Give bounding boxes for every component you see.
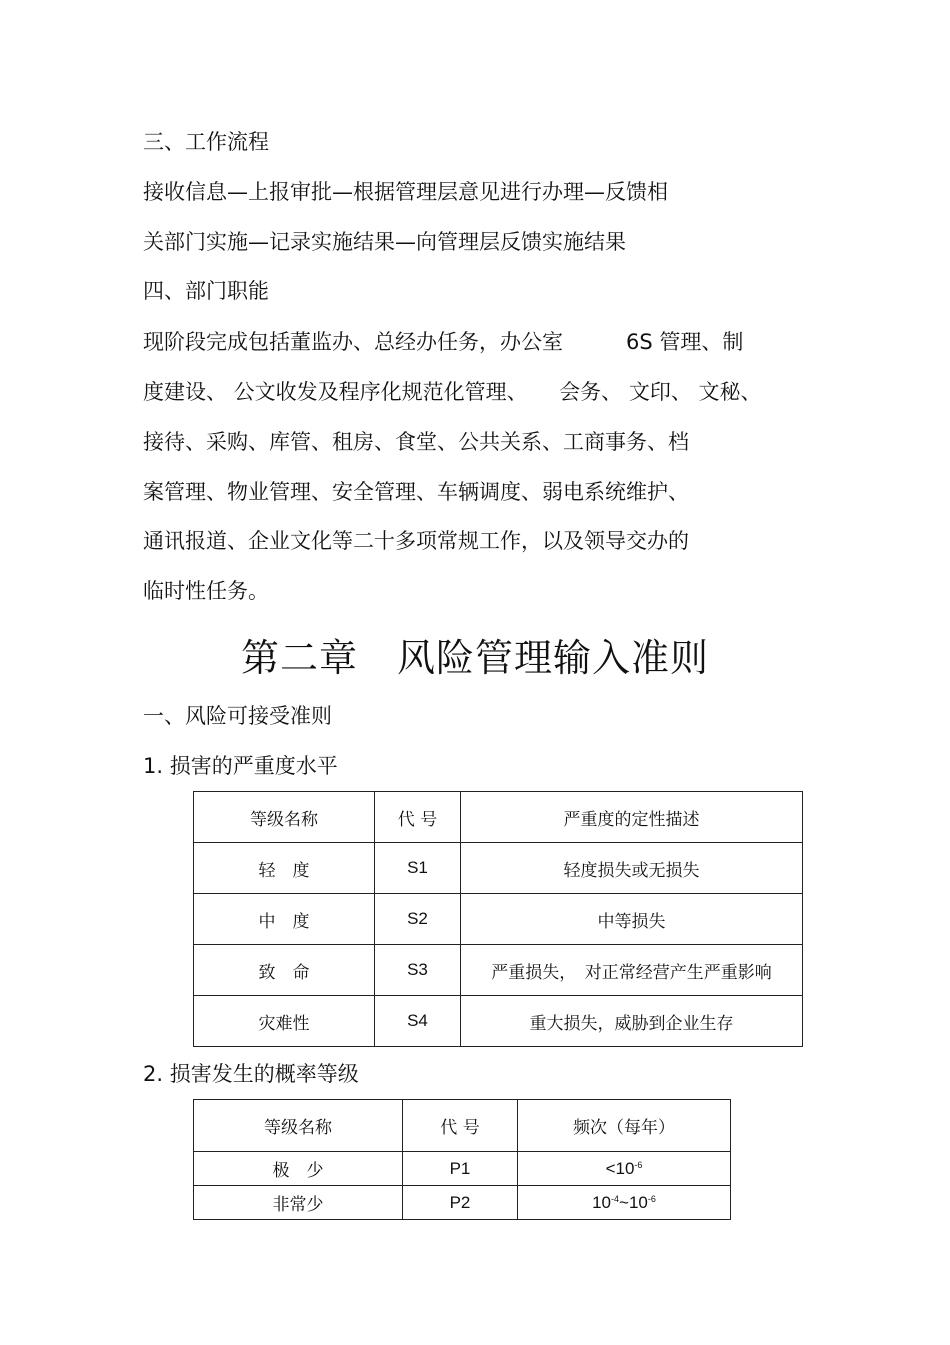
probability-heading: 2. 损害发生的概率等级 bbox=[143, 1062, 359, 1086]
section4-text-line: 案管理、物业管理、安全管理、车辆调度、弱电系统维护、 bbox=[143, 480, 689, 504]
table-header-cell: 频次（每年） bbox=[518, 1100, 731, 1152]
table-cell: 灾难性 bbox=[194, 996, 375, 1047]
table-row bbox=[194, 996, 803, 1047]
probability-table bbox=[193, 1099, 731, 1220]
section4-text-line: 临时性任务。 bbox=[143, 579, 269, 603]
table-cell: 严重损失， 对正常经营产生严重影响 bbox=[461, 945, 803, 996]
table-cell: S2 bbox=[375, 894, 461, 945]
table-cell: S1 bbox=[375, 843, 461, 894]
section4-text-line: 接待、采购、库管、租房、食堂、公共关系、工商事务、档 bbox=[143, 430, 689, 454]
table-row bbox=[194, 945, 803, 996]
frequency-exponent: -4 bbox=[611, 1193, 620, 1204]
frequency-base: 10 bbox=[592, 1192, 612, 1212]
frequency-exponent: -6 bbox=[634, 1159, 643, 1170]
section3-text-line1: 接收信息—上报审批—根据管理层意见进行办理—反馈相 bbox=[143, 180, 668, 204]
table-header-cell: 代 号 bbox=[375, 792, 461, 843]
table-cell: 重大损失，威胁到企业生存 bbox=[461, 996, 803, 1047]
frequency-exponent: -6 bbox=[647, 1193, 656, 1204]
table-row bbox=[194, 843, 803, 894]
section4-text-line: 度建设、 公文收发及程序化规范化管理、 会务、 文印、 文秘、 bbox=[143, 380, 762, 404]
section3-heading: 三、工作流程 bbox=[143, 130, 269, 154]
frequency-base: <10 bbox=[605, 1158, 635, 1178]
table-row bbox=[194, 1186, 731, 1220]
table-header-cell: 严重度的定性描述 bbox=[461, 792, 803, 843]
table-cell: 中等损失 bbox=[461, 894, 803, 945]
table-cell: 轻度损失或无损失 bbox=[461, 843, 803, 894]
table-cell: S4 bbox=[375, 996, 461, 1047]
severity-heading: 1. 损害的严重度水平 bbox=[143, 754, 338, 778]
frequency-cell bbox=[518, 1186, 731, 1220]
table-header-cell: 等级名称 bbox=[194, 792, 375, 843]
criteria-heading: 一、风险可接受准则 bbox=[143, 704, 332, 728]
table-header-row bbox=[194, 1100, 731, 1152]
table-row bbox=[194, 894, 803, 945]
table-header-row bbox=[194, 792, 803, 843]
section4-heading: 四、部门职能 bbox=[143, 279, 269, 303]
section4-text-line: 现阶段完成包括董监办、总经办任务，办公室 6S 管理、制 bbox=[143, 330, 744, 354]
frequency-cell bbox=[518, 1152, 731, 1186]
table-cell: S3 bbox=[375, 945, 461, 996]
frequency-range: ~10 bbox=[619, 1192, 648, 1212]
severity-table bbox=[193, 791, 803, 1047]
table-cell: 致 命 bbox=[194, 945, 375, 996]
table-cell: 轻 度 bbox=[194, 843, 375, 894]
section3-text-line2: 关部门实施—记录实施结果—向管理层反馈实施结果 bbox=[143, 230, 626, 254]
table-cell: P2 bbox=[403, 1186, 518, 1220]
table-cell: 极 少 bbox=[194, 1152, 403, 1186]
table-row bbox=[194, 1152, 731, 1186]
chapter-title: 第二章 风险管理输入准则 bbox=[240, 636, 709, 680]
section4-text-line: 通讯报道、企业文化等二十多项常规工作，以及领导交办的 bbox=[143, 529, 689, 553]
table-cell: 非常少 bbox=[194, 1186, 403, 1220]
table-cell: P1 bbox=[403, 1152, 518, 1186]
table-header-cell: 代 号 bbox=[403, 1100, 518, 1152]
table-header-cell: 等级名称 bbox=[194, 1100, 403, 1152]
table-cell: 中 度 bbox=[194, 894, 375, 945]
